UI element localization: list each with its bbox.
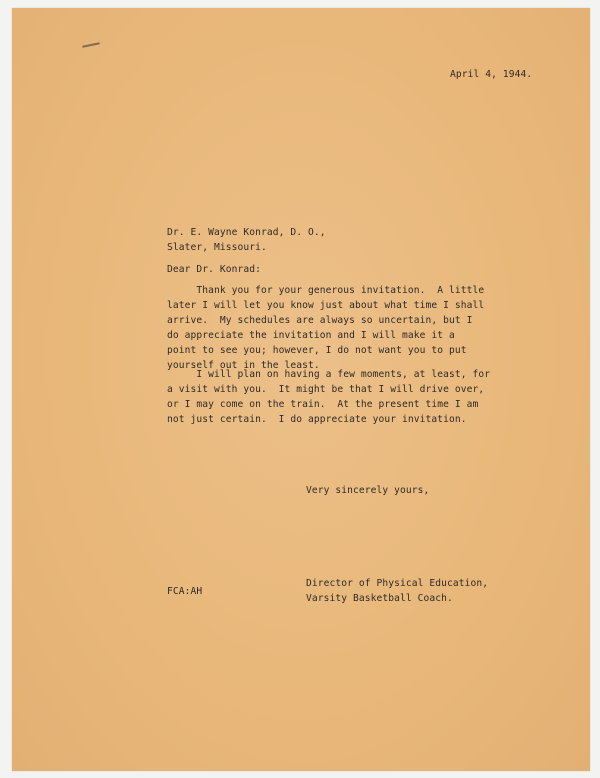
reference-initials: FCA:AH (167, 586, 203, 597)
signer-title (306, 576, 488, 606)
recipient-address (167, 225, 326, 255)
paragraph-2-line: or I may come on the train. At the present time I am (167, 399, 479, 410)
paragraph-1-line: point to see you; however, I do not want you to put (167, 345, 467, 356)
paragraph-1 (167, 283, 484, 373)
letter-date: April 4, 1944. (450, 69, 533, 80)
paragraph-1-line: yourself out in the least. (167, 360, 320, 371)
paragraph-2-line: a visit with you. It might be that I will drive over, (167, 384, 485, 395)
salutation: Dear Dr. Konrad: (167, 264, 262, 275)
paragraph-1-line: later I will let you know just about what time I shall (167, 300, 485, 311)
closing: Very sincerely yours, (306, 485, 430, 496)
paragraph-2 (167, 367, 490, 427)
paragraph-1-line: Thank you for your generous invitation. A little (167, 285, 485, 296)
signer-title-line-1: Director of Physical Education, (306, 578, 489, 589)
paragraph-1-line: do appreciate the invitation and I will make it a (167, 330, 455, 341)
paragraph-2-line: not just certain. I do appreciate your invitation. (167, 414, 467, 425)
paragraph-1-line: arrive. My schedules are always so uncertain, but I (167, 315, 473, 326)
recipient-line-1: Dr. E. Wayne Konrad, D. O., (167, 227, 326, 238)
signer-title-line-2: Varsity Basketball Coach. (306, 593, 453, 604)
recipient-line-2: Slater, Missouri. (167, 242, 267, 253)
paragraph-2-line: I will plan on having a few moments, at least, for (167, 369, 491, 380)
